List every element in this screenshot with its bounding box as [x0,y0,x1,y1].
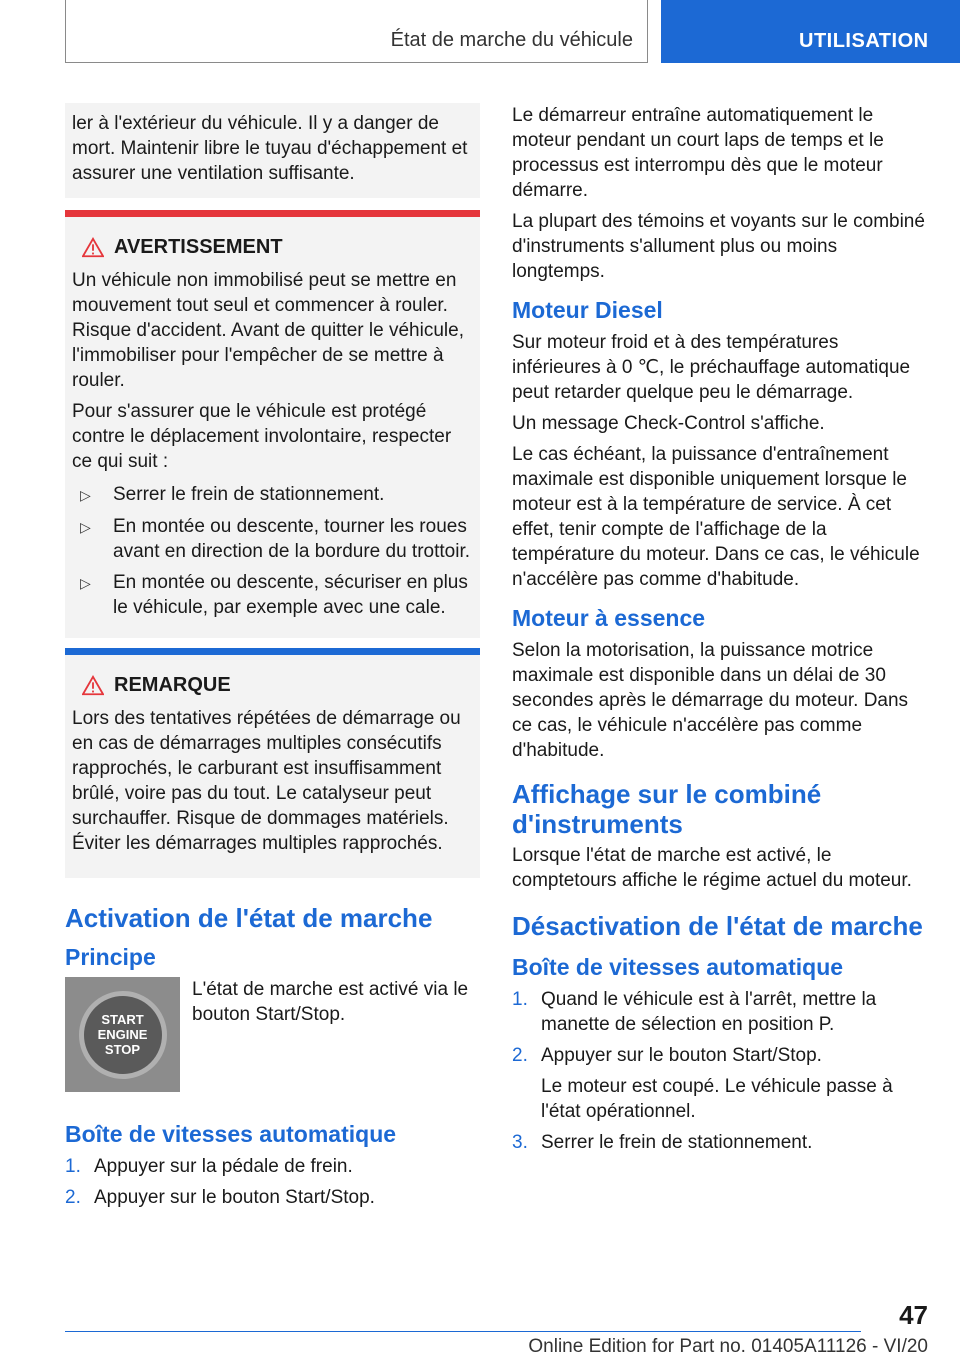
diesel-text-2: Un message Check-Control s'affiche. [512,413,825,434]
header-chapter-tab[interactable]: UTILISATION [661,0,960,63]
right-text-2: La plupart des témoins et voyants sur le combiné d'instruments s'allument plus ou moins longtemps. [512,211,925,282]
warning-triangle-icon [82,675,104,697]
warning-title: AVERTISSEMENT [82,235,472,260]
triangle-bullet-icon: ▷ [80,575,91,591]
note-text: Lors des tentatives répétées de démarrage ou en cas de démarrages multiples consécutifs rapprochés, le carburant est insuffisamment brûlé, voire pas du tout. Le catalyseur peut surchauffer. Risque de dommages matériels. Éviter les démarrages multiples rapprochés. [72,708,461,854]
heading-desactivation: Désactivation de l'état de marche [512,911,923,941]
warning-triangle-icon [82,237,104,259]
heading-affichage: Affichage sur le combiné d'instruments [512,779,822,839]
right-column [512,103,930,1161]
footer-edition: Online Edition for Part no. 01405A11126 - VI/20 [528,1336,928,1357]
list-item: 2. Appuyer sur le bouton Start/Stop. [65,1187,375,1208]
note-title: REMARQUE [82,673,472,698]
list-item: ▷ En montée ou descente, tourner les roues avant en direction de la bordure du trottoir. [80,516,471,562]
triangle-bullet-icon: ▷ [80,519,91,535]
note-box [65,648,480,878]
list-item: 1. Quand le véhicule est à l'arrêt, mettre la manette de sélection en position P. [512,989,877,1035]
affichage-text: Lorsque l'état de marche est activé, le comptetours affiche le régime actuel du moteur. [512,845,912,891]
list-item: 3. Serrer le frein de stationnement. [512,1132,813,1153]
list-item: ▷ En montée ou descente, sécuriser en plus le véhicule, par exemple avec une cale. [80,572,468,618]
continued-text: ler à l'extérieur du véhicule. Il y a danger de mort. Maintenir libre le tuyau d'échappement et assurer une ventilation suffisante. [72,113,468,184]
start-stop-button-icon: START ENGINE STOP [79,991,167,1079]
heading-essence: Moteur à essence [512,605,706,631]
step-note: Le moteur est coupé. Le véhicule passe à l'état opérationnel. [541,1076,893,1122]
list-item: ▷ Serrer le frein de stationnement. [80,482,472,508]
principe-row [65,977,480,1092]
footer-divider [65,1331,861,1332]
heading-boite-left: Boîte de vitesses automatique [65,1121,397,1147]
start-stop-button-image [65,977,180,1092]
header-section-title: État de marche du véhicule [65,0,648,63]
diesel-text-1: Sur moteur froid et à des températures inférieures à 0 ℃, le préchauffage automatique peut retarder quelque peu le démarrage. [512,332,911,403]
diesel-text-3: Le cas échéant, la puissance d'entraînement maximale est disponible uniquement lorsque le moteur est à la température de service. À cet effet, tenir compte de l'affichage de la température du moteur. Dans ce cas, le véhicule n'accélère pas comme d'habitude. [512,444,920,590]
warning-text-1: Un véhicule non immobilisé peut se mettre en mouvement tout seul et commencer à rouler. Risque d'accident. Avant de quitter le véhicule, l'immobiliser pour l'empêcher de se mettre à rouler. [72,270,464,391]
list-item: 2. Appuyer sur le bouton Start/Stop. [512,1045,822,1066]
left-lower-column [65,903,480,1216]
continued-warning-box [65,103,480,198]
heading-boite-right: Boîte de vitesses automatique [512,954,844,980]
heading-diesel: Moteur Diesel [512,297,663,323]
right-text-1: Le démarreur entraîne automatiquement le moteur pendant un court laps de temps et le processus est interrompu dès que le moteur démarre. [512,105,884,201]
heading-principe: Principe [65,944,156,970]
list-item: 1. Appuyer sur la pédale de frein. [65,1156,353,1177]
triangle-bullet-icon: ▷ [80,487,91,503]
essence-text: Selon la motorisation, la puissance motrice maximale est disponible dans un délai de 30 secondes après le démarrage du moteur. Dans ce cas, le véhicule n'accélère pas comme d'habitude. [512,640,909,761]
page-number: 47 [899,1300,928,1330]
warning-text-2: Pour s'assurer que le véhicule est protégé contre le déplacement involontaire, respecter ce qui suit : [72,401,452,472]
warning-box [65,210,480,638]
heading-activation: Activation de l'état de marche [65,903,433,933]
principe-text: L'état de marche est activé via le bouton Start/Stop. [192,979,469,1025]
